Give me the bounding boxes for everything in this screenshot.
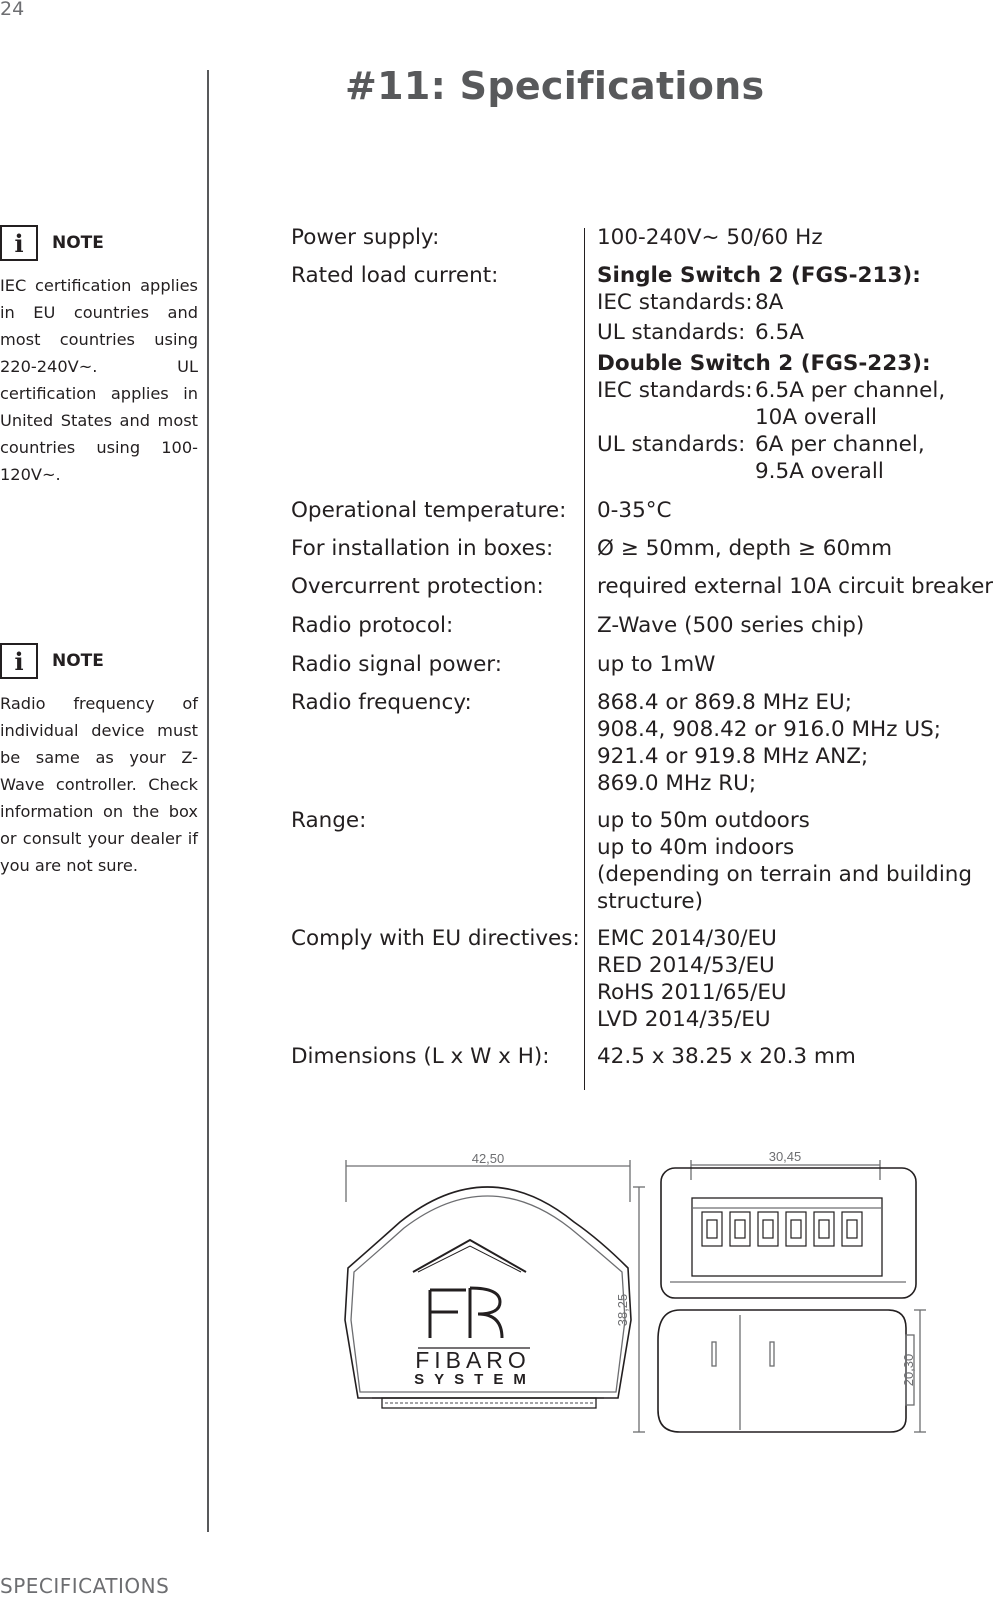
spec-row-eu-directives bbox=[291, 925, 985, 1043]
spec-line: (depending on terrain and building bbox=[597, 862, 973, 887]
device-dimension-drawing bbox=[340, 1149, 940, 1450]
model-title: Single Switch 2 (FGS-213): bbox=[597, 263, 921, 288]
standard-value: 10A overall bbox=[755, 405, 877, 430]
spec-label: Rated load current: bbox=[291, 263, 499, 288]
spec-row-power bbox=[291, 224, 985, 262]
logo-brand-text: FIBARO bbox=[415, 1347, 531, 1373]
standard-label: UL standards: bbox=[597, 320, 746, 345]
margin-divider bbox=[207, 70, 209, 1532]
spec-value: 0-35°C bbox=[597, 498, 672, 523]
spec-label: Radio frequency: bbox=[291, 690, 472, 715]
spec-label: Radio signal power: bbox=[291, 652, 503, 677]
spec-row-radio-frequency bbox=[291, 689, 985, 807]
spec-label: Radio protocol: bbox=[291, 613, 454, 638]
spec-row-rated-load bbox=[291, 262, 985, 497]
spec-value: up to 1mW bbox=[597, 652, 716, 677]
dimension-length-label: 42,50 bbox=[471, 1151, 505, 1166]
spec-row-range bbox=[291, 807, 985, 925]
standard-label: IEC standards: bbox=[597, 290, 753, 315]
spec-value: 100-240V~ 50/60 Hz bbox=[597, 225, 823, 250]
standard-label: UL standards: bbox=[597, 432, 746, 457]
spec-value: Z-Wave (500 series chip) bbox=[597, 613, 865, 638]
spec-label: Power supply: bbox=[291, 225, 440, 250]
spec-value bbox=[597, 262, 985, 497]
standard-value: 9.5A overall bbox=[755, 459, 884, 484]
terminal-block-icon bbox=[702, 1212, 862, 1246]
spec-line: 908.4, 908.42 or 916.0 MHz US; bbox=[597, 717, 941, 742]
standard-value: 6.5A bbox=[755, 320, 804, 345]
spec-value: Ø ≥ 50mm, depth ≥ 60mm bbox=[597, 536, 893, 561]
note-label: NOTE bbox=[52, 233, 104, 253]
spec-table bbox=[291, 224, 993, 1081]
spec-row-signal-power bbox=[291, 651, 985, 689]
spec-line: RoHS 2011/65/EU bbox=[597, 980, 787, 1005]
spec-line: RED 2014/53/EU bbox=[597, 953, 775, 978]
spec-line: 868.4 or 869.8 MHz EU; bbox=[597, 690, 852, 715]
note-text: Radio frequency of individual device must be same as your Z-Wave controller. Check information on the box or consult your dealer if you are not sure. bbox=[0, 694, 198, 875]
info-icon: i bbox=[0, 225, 38, 261]
spec-label: For installation in boxes: bbox=[291, 536, 554, 561]
spec-label: Dimensions (L x W x H): bbox=[291, 1044, 550, 1069]
dimension-depth-label: 20,30 bbox=[901, 1353, 916, 1387]
spec-value bbox=[597, 925, 985, 1043]
standard-value: 8A bbox=[755, 290, 784, 315]
spec-row-temperature bbox=[291, 497, 985, 535]
spec-line: 869.0 MHz RU; bbox=[597, 771, 757, 796]
note-label: NOTE bbox=[52, 651, 104, 671]
dimension-width-label: 30,45 bbox=[768, 1149, 802, 1164]
spec-value bbox=[597, 689, 985, 807]
note-radio bbox=[0, 642, 198, 879]
spec-line: up to 40m indoors bbox=[597, 835, 795, 860]
spec-line: EMC 2014/30/EU bbox=[597, 926, 777, 951]
spec-line: 921.4 or 919.8 MHz ANZ; bbox=[597, 744, 869, 769]
spec-label: Range: bbox=[291, 808, 367, 833]
page-title: #11: Specifications bbox=[345, 64, 765, 108]
spec-row-overcurrent bbox=[291, 573, 993, 612]
spec-row-boxes bbox=[291, 535, 985, 573]
page-number: 24 bbox=[0, 0, 25, 20]
spec-value: required external 10A circuit breaker bbox=[597, 574, 993, 599]
spec-label: Overcurrent protection: bbox=[291, 574, 544, 599]
standard-value: 6.5A per channel, bbox=[755, 378, 946, 403]
dimension-height-label: 38,25 bbox=[615, 1293, 630, 1327]
spec-line: structure) bbox=[597, 889, 703, 914]
spec-label: Operational temperature: bbox=[291, 498, 567, 523]
standard-label: IEC standards: bbox=[597, 378, 753, 403]
spec-line: LVD 2014/35/EU bbox=[597, 1007, 771, 1032]
logo-sub-text: SYSTEM bbox=[414, 1371, 536, 1388]
spec-row-dimensions bbox=[291, 1043, 985, 1081]
spec-label: Comply with EU directives: bbox=[291, 926, 580, 951]
standard-value: 6A per channel, bbox=[755, 432, 925, 457]
spec-value: 42.5 x 38.25 x 20.3 mm bbox=[597, 1044, 856, 1069]
model-title: Double Switch 2 (FGS-223): bbox=[597, 351, 931, 376]
note-iec bbox=[0, 224, 198, 488]
spec-row-radio-protocol bbox=[291, 612, 985, 651]
note-text: IEC certification applies in EU countries and most countries using 220-240V~. UL certification applies in United States and most countries using 100-120V~. bbox=[0, 276, 198, 484]
spec-line: up to 50m outdoors bbox=[597, 808, 810, 833]
spec-value bbox=[597, 807, 985, 925]
section-footer: SPECIFICATIONS bbox=[0, 1574, 170, 1598]
info-icon: i bbox=[0, 643, 38, 679]
